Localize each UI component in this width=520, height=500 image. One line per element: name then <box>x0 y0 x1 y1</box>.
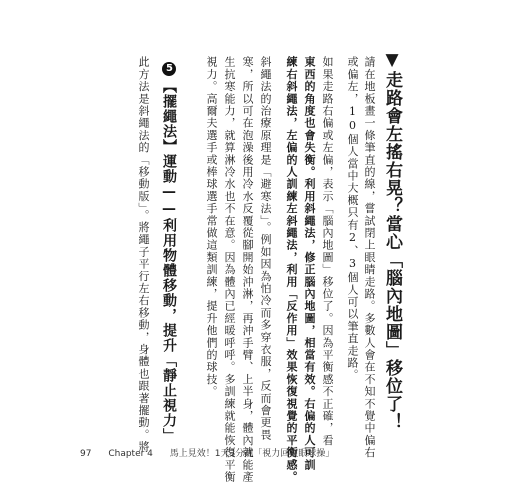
subsection-heading <box>160 62 178 443</box>
paragraph-line: 此方法是斜繩法的「移動版」。將繩子平行左右移動，身體也跟著擺動。將 <box>137 56 150 454</box>
paragraph-line: 寒，所以可在泡澡後用冷水反覆從腳開始沖淋，再沖手臂、上半身，體內就能產 <box>241 56 254 483</box>
subsection-heading-text: 【擺繩法】運動——利用物體移動，提升「靜止視力」 <box>161 79 177 443</box>
paragraph-line: 練右斜繩法，左偏的人訓練左斜繩法，利用「反作用」效果恢復視覺的平衡感。 <box>285 56 298 483</box>
chapter-title: 馬上見效！1天3分鐘「視力回復眼球操」 <box>169 449 335 459</box>
chapter-label: Chapter 4 <box>108 449 153 459</box>
paragraph-line: 如果走路右偏或左偏，表示「腦內地圖」移位了。因為平衡感不正確，看 <box>321 56 334 447</box>
page-footer <box>80 446 348 459</box>
paragraph-line: 或偏左，10個人當中大概只有2、3個人可以筆直走路。 <box>346 56 359 382</box>
paragraph-line: 生抗寒能力，就算淋冷水也不在意。因為體內已經暖呼呼。多訓練就能恢復平衡 <box>223 56 236 483</box>
section-title <box>382 50 402 431</box>
paragraph-line: 視力。高爾夫選手或棒球選手常做這類訓練，提升他們的球技。 <box>205 56 218 398</box>
paragraph-line: 請在地板畫一條筆直的線，嘗試閉上眼睛走路。多數人會在不知不覺中偏右 <box>363 56 376 459</box>
section-title-text: 走路會左搖右晃？當心「腦內地圖」移位了！ <box>382 71 402 431</box>
paragraph-line: 東西的角度也會失衡。利用斜繩法，修正腦內地圖，相當有效。右偏的人可訓 <box>303 56 316 471</box>
page-number: 97 <box>80 449 92 459</box>
triangle-marker-icon: ▼ <box>382 50 402 71</box>
paragraph-line: 斜繩法的治療原理是「避寒法」。例如因為怕冷而多穿衣服，反而會更畏 <box>259 56 272 441</box>
step-number-badge: 5 <box>164 63 175 75</box>
